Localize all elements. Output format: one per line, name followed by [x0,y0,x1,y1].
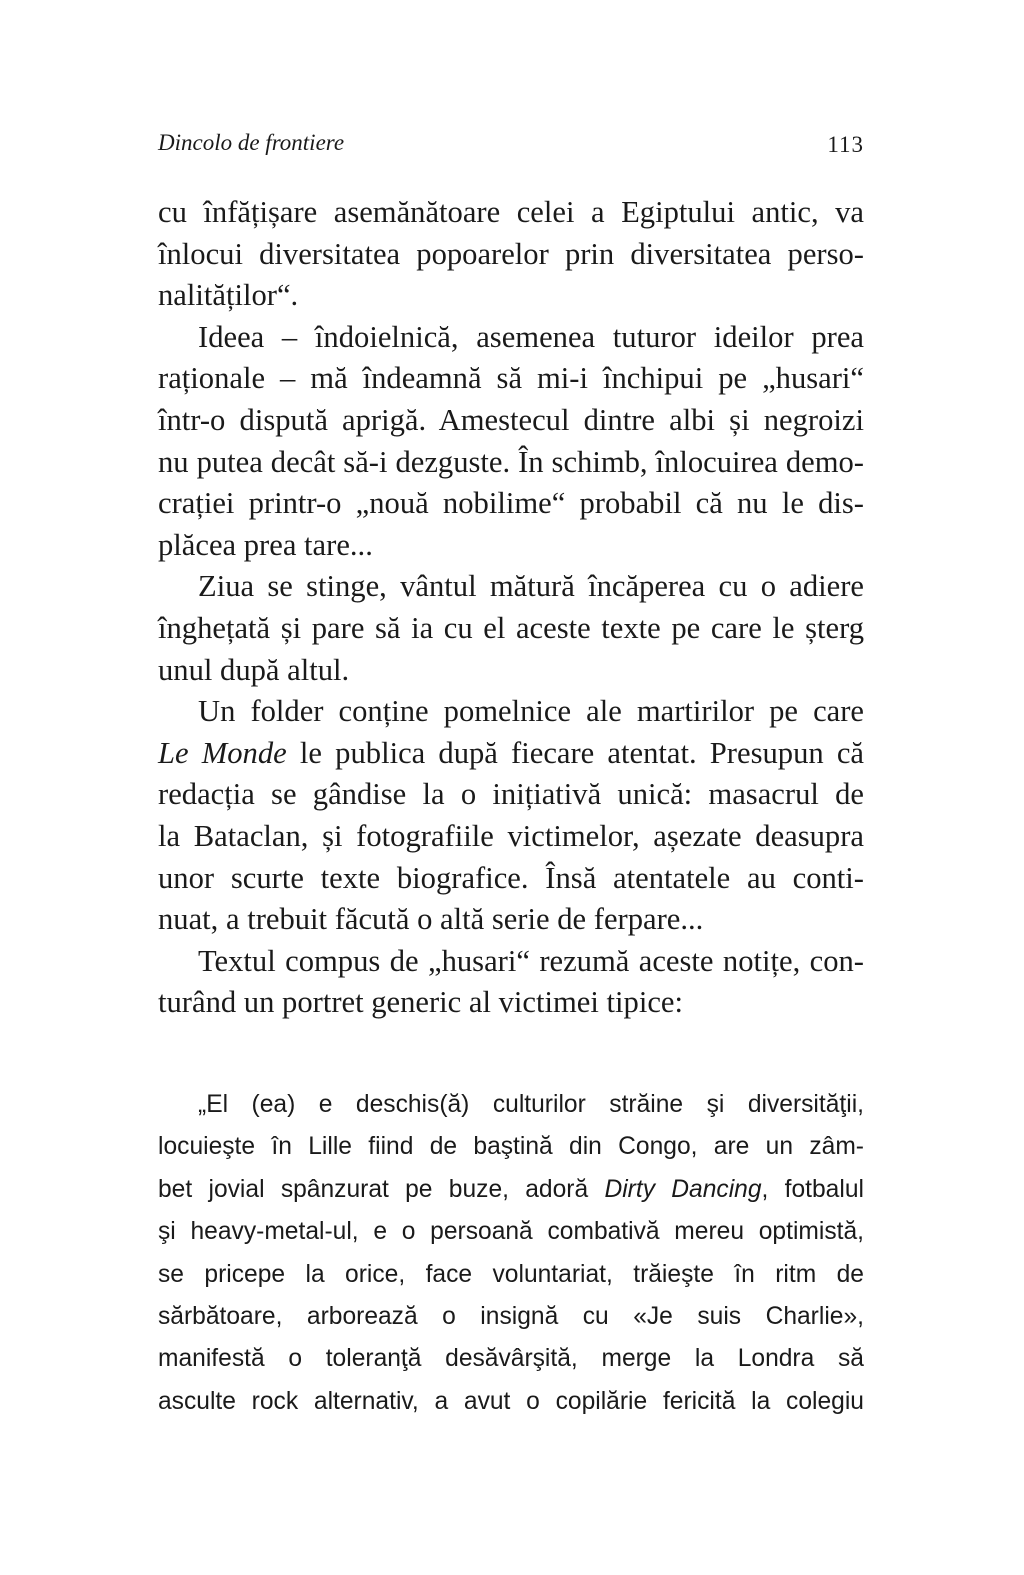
text-line [158,733,864,775]
film-title: Dirty Dancing [604,1175,762,1203]
text-line: cu înfățișare asemănătoare celei a Egiptului antic, va [158,195,864,229]
quote-line: sărbătoare, arborează o insignă cu «Je suis Charlie», [158,1303,864,1331]
quote-line: asculte rock alternativ, a avut o copilărie fericită la colegiu [158,1387,864,1415]
text-line: redacția se gândise la o inițiativă unică: masacrul de [158,777,864,812]
text-line: înghețată și pare să ia cu el aceste texte pe care le șterg [158,610,864,645]
text-line: plăcea prea tare... [158,527,373,562]
text-line: Un folder conține pomelnice ale martirilor pe care [198,694,864,729]
text-line: Ziua se stinge, vântul mătură încăperea cu o adiere [198,569,864,604]
paragraph-5 [158,941,864,1024]
quote-line: şi heavy-metal-ul, e o persoană combativă mereu optimistă, [158,1218,864,1246]
text-line: nalităților“. [158,278,299,313]
running-title: Dincolo de frontiere [158,130,345,155]
quote-line: manifestă o toleranţă desăvârşită, merge la Londra să [158,1345,864,1373]
text-line: Ideea – îndoielnică, asemenea tuturor ideilor prea [198,319,864,354]
quote-line: locuieşte în Lille fiind de baştină din Congo, are un zâm- [158,1133,864,1161]
quote-line: „El (ea) e deschis(ă) culturilor străine şi diversităţii, [198,1091,864,1118]
quote-line [158,1169,864,1211]
quote-line: se pricepe la orice, face voluntariat, trăieşte în ritm de [158,1260,864,1288]
quoted-text [158,1084,864,1423]
text-line: raționale – mă îndeamnă să mi-i închipui pe „husari“ [158,361,864,396]
body-text [158,192,864,1024]
page-number: 113 [827,132,864,157]
text-fragment: bet jovial spânzurat pe buze, adoră [158,1175,605,1203]
text-line: unul după altul. [158,652,350,687]
text-line: nuat, a trebuit făcută o altă serie de ferpare... [158,902,704,937]
text-line: într-o dispută aprigă. Amestecul dintre albi și negroizi [158,402,864,437]
text-line: turând un portret generic al victimei tipice: [158,985,683,1020]
newspaper-title: Le Monde [158,735,287,770]
paragraph-4 [158,691,864,941]
text-line: unor scurte texte biografice. Însă atentatele au conti- [158,860,864,895]
paragraph-3 [158,566,864,691]
running-head [158,126,864,162]
paragraph-1 [158,192,864,317]
text-fragment: , fotbalul [761,1175,864,1203]
paragraph-2 [158,317,864,567]
text-fragment: le publica după fiecare atentat. Presupun că [286,735,864,770]
text-line: la Bataclan, și fotografiile victimelor, așezate deasupra [158,818,864,853]
text-line: nu putea decât să-i dezguste. În schimb, înlocuirea demo- [158,444,864,479]
text-line: înlocui diversitatea popoarelor prin diversitatea perso- [158,236,864,271]
text-line: crației printr-o „nouă nobilime“ probabil că nu le dis- [158,486,864,521]
text-line: Textul compus de „husari“ rezumă aceste notițe, con- [198,943,864,978]
